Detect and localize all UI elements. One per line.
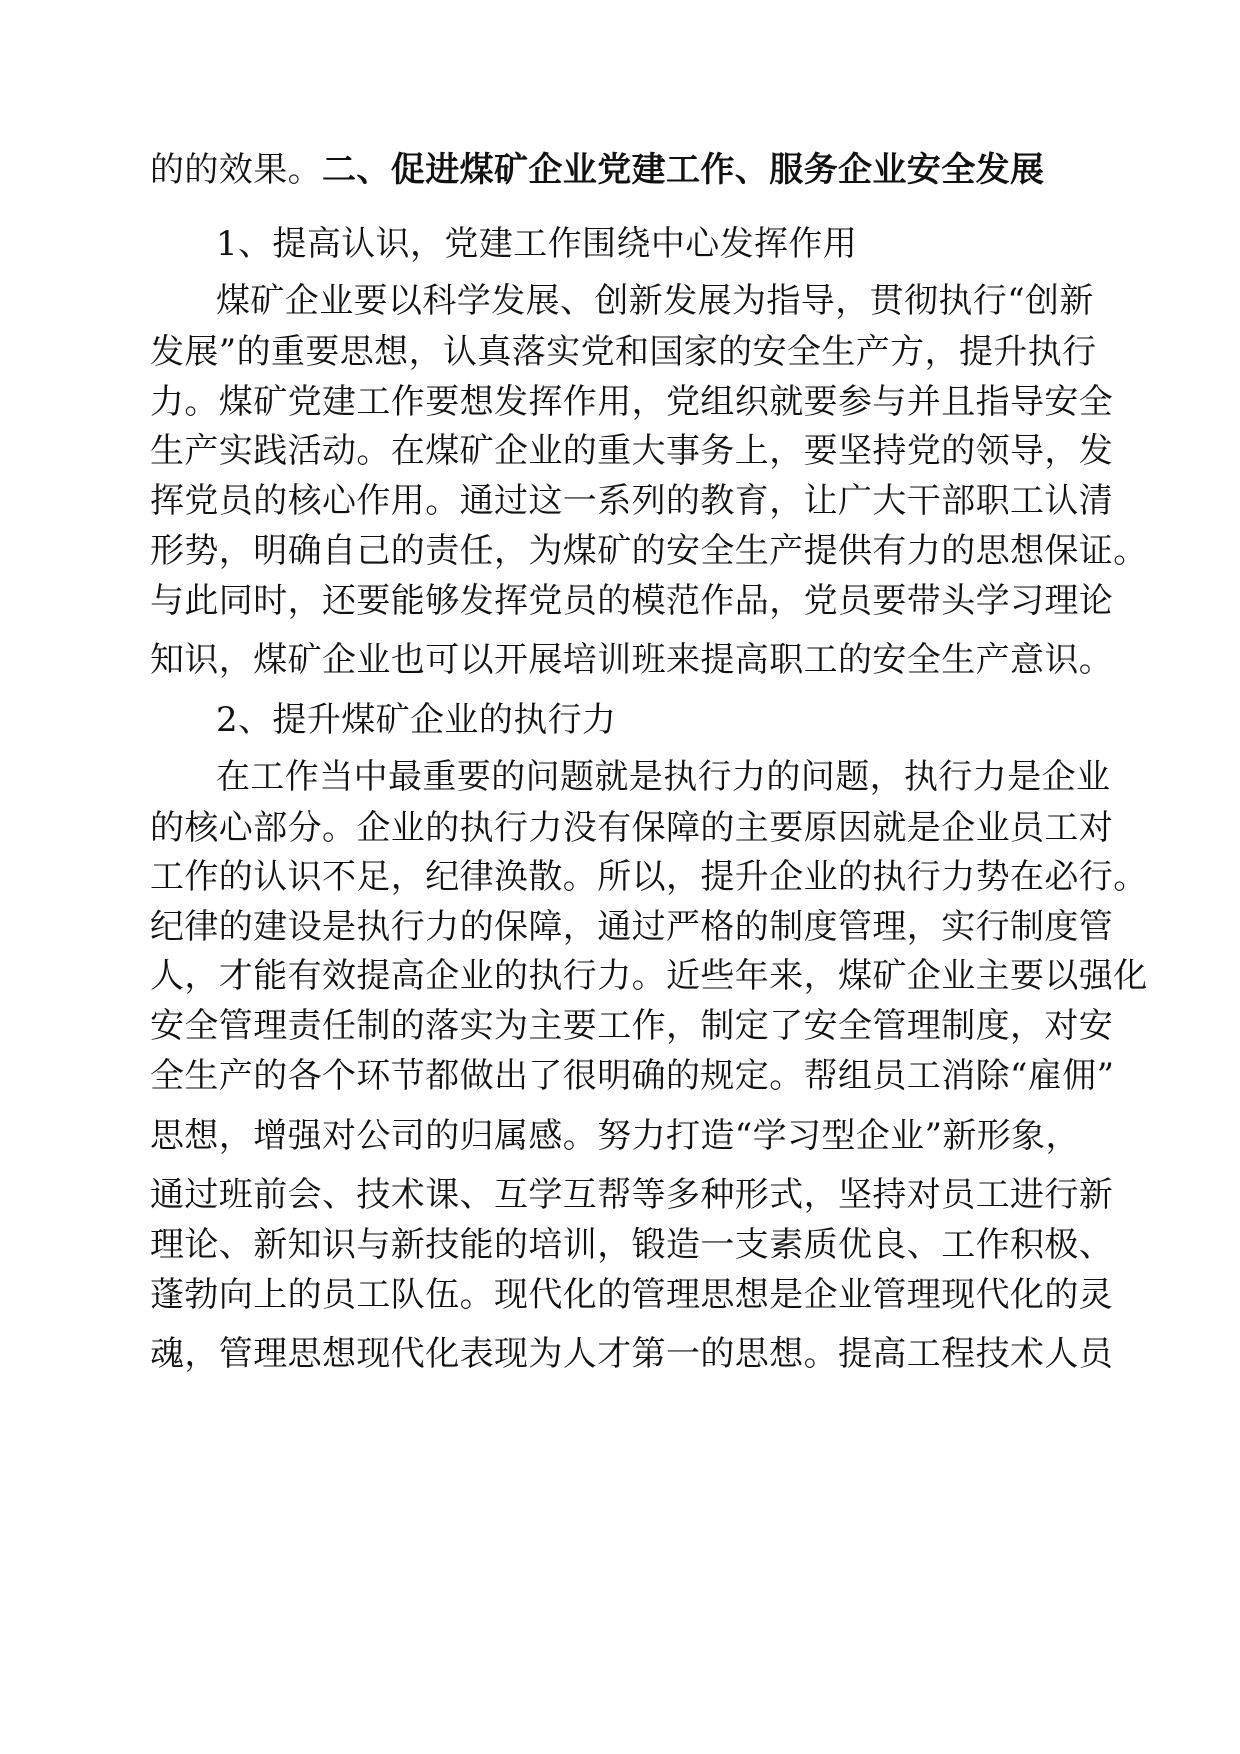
text-line-23: 魂，管理思想现代化表现为人才第一的思想。提高工程技术人员 — [150, 1334, 1114, 1374]
text-line-18: 全生产的各个环节都做出了很明确的规定。帮组员工消除“雇佣” — [150, 1056, 1115, 1096]
text-line-19: 思想，增强对公司的归属感。努力打造“学习型企业”新形象， — [150, 1116, 1080, 1156]
text-line-7: 挥党员的核心作用。通过这一系列的教育，让广大干部职工认清 — [150, 481, 1114, 521]
subheading-2: 2、提升煤矿企业的执行力 — [216, 700, 617, 740]
text-line-12: 在工作当中最重要的问题就是执行力的问题，执行力是企业 — [216, 757, 1111, 797]
text-line-20: 通过班前会、技术课、互学互帮等多种形式，坚持对员工进行新 — [150, 1175, 1114, 1215]
text-line-9: 与此同时，还要能够发挥党员的模范作品，党员要带头学习理论 — [150, 581, 1114, 621]
text-line-4: 发展”的重要思想，认真落实党和国家的安全生产方，提升执行 — [150, 332, 1097, 372]
text-line-1 — [150, 150, 1044, 190]
text-line-8: 形势，明确自己的责任，为煤矿的安全生产提供有力的思想保证。 — [150, 531, 1148, 571]
text-line-10: 知识，煤矿企业也可以开展培训班来提高职工的安全生产意识。 — [150, 640, 1114, 680]
text-line-3: 煤矿企业要以科学发展、创新发展为指导，贯彻执行“创新 — [216, 281, 1094, 321]
section-heading: 二、促进煤矿企业党建工作、服务企业安全发展 — [322, 150, 1045, 190]
text-line-1-pre: 的的效果。 — [150, 150, 322, 190]
text-line-13: 的核心部分。企业的执行力没有保障的主要原因就是企业员工对 — [150, 808, 1114, 848]
text-line-21: 理论、新知识与新技能的培训，锻造一支素质优良、工作积极、 — [150, 1225, 1114, 1265]
text-line-6: 生产实践活动。在煤矿企业的重大事务上，要坚持党的领导，发 — [150, 431, 1114, 471]
text-line-15: 纪律的建设是执行力的保障，通过严格的制度管理，实行制度管 — [150, 907, 1114, 947]
text-line-22: 蓬勃向上的员工队伍。现代化的管理思想是企业管理现代化的灵 — [150, 1275, 1114, 1315]
text-line-17: 安全管理责任制的落实为主要工作，制定了安全管理制度，对安 — [150, 1006, 1114, 1046]
subheading-1: 1、提高认识，党建工作围绕中心发挥作用 — [216, 224, 858, 264]
text-line-14: 工作的认识不足，纪律涣散。所以，提升企业的执行力势在必行。 — [150, 857, 1148, 897]
text-line-16: 人，才能有效提高企业的执行力。近些年来，煤矿企业主要以强化 — [150, 956, 1148, 996]
text-line-5: 力。煤矿党建工作要想发挥作用，党组织就要参与并且指导安全 — [150, 382, 1114, 422]
